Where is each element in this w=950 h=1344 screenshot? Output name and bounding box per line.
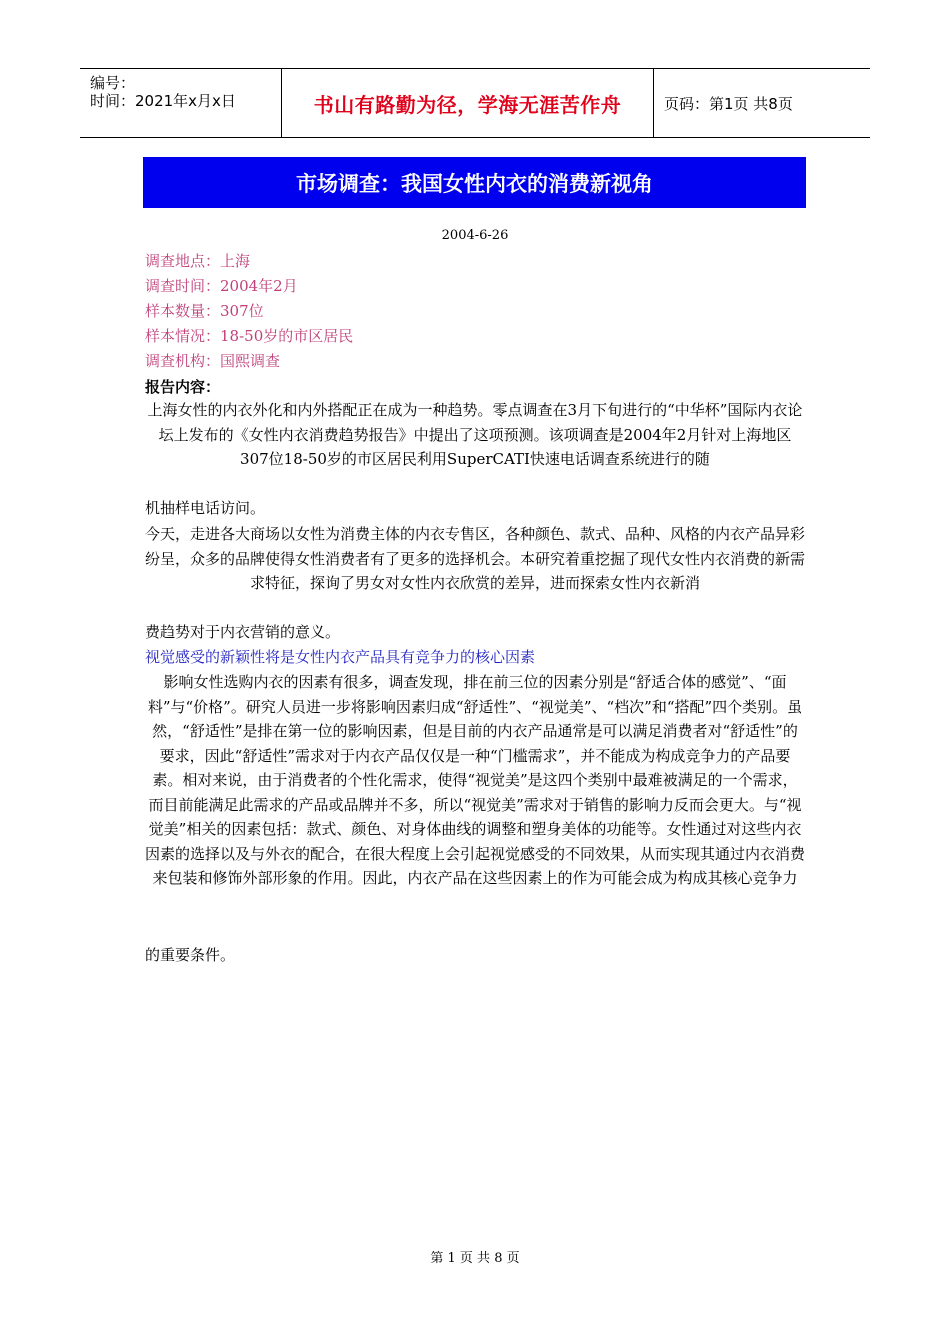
header-left-cell (80, 69, 282, 137)
meta-agency: 调查机构：国熙调查 (145, 352, 281, 370)
section-heading: 视觉感受的新颖性将是女性内衣产品具有竞争力的核心因素 (145, 648, 536, 666)
meta-time: 调查时间：2004年2月 (145, 277, 298, 295)
header-motto-cell (282, 69, 654, 137)
header-table (80, 68, 870, 138)
header-page-cell (654, 69, 870, 137)
paragraph-intro-tail: 机抽样电话访问。 (145, 499, 266, 517)
meta-sample-profile: 样本情况：18-50岁的市区居民 (145, 327, 354, 345)
document-number-label: 编号： (90, 74, 136, 92)
meta-location: 调查地点：上海 (145, 252, 251, 270)
paragraph-intro: 上海女性的内衣外化和内外搭配正在成为一种趋势。零点调查在3月下旬进行的“中华杯”国际内衣论坛上发布的《女性内衣消费趋势报告》中提出了这项预测。该项调查是2004年2月针对上海地区307位18-50岁的市区居民利用SuperCATI快速电话调查系统进行的随 (147, 401, 803, 468)
title-banner (143, 157, 806, 208)
header-motto: 书山有路勤为径，学海无涯苦作舟 (313, 92, 622, 117)
page-footer: 第 1 页 共 8 页 (430, 1251, 520, 1266)
header-page-info: 页码：第1页 共8页 (664, 94, 793, 113)
paragraph-today-tail: 费趋势对于内衣营销的意义。 (145, 623, 341, 641)
document-time-label: 时间：2021年x月x日 (90, 92, 236, 110)
paragraph-factors: 影响女性选购内衣的因素有很多，调查发现，排在前三位的因素分别是“舒适合体的感觉”、“面料”与“价格”。研究人员进一步将影响因素归成“舒适性”、“视觉美”、“档次”和“搭配”四个类别。虽然，“舒适性”是排在第一位的影响因素，但是目前的内衣产品通常是可以满足消费者对“舒适性”的要求，因此“舒适性”需求对于内衣产品仅仅是一种“门槛需求”，并不能成为构成竞争力的产品要素。相对来说，由于消费者的个性化需求，使得“视觉美”是这四个类别中最难被满足的一个需求，而目前能满足此需求的产品或品牌并不多，所以“视觉美”需求对于销售的影响力反而会更大。与“视觉美”相关的因素包括：款式、颜色、对身体曲线的调整和塑身美体的功能等。女性通过对这些内衣因素的选择以及与外衣的配合，在很大程度上会引起视觉感受的不同效果，从而实现其通过内衣消费来包装和修饰外部形象的作用。因此，内衣产品在这些因素上的作为可能会成为构成其核心竞争力 (145, 673, 806, 887)
report-content-label: 报告内容： (145, 378, 221, 396)
publish-date: 2004-6-26 (441, 228, 509, 243)
meta-sample-size: 样本数量：307位 (145, 302, 264, 320)
page-title: 市场调查：我国女性内衣的消费新视角 (296, 171, 653, 196)
paragraph-factors-tail: 的重要条件。 (145, 946, 236, 964)
paragraph-today: 今天，走进各大商场以女性为消费主体的内衣专售区，各种颜色、款式、品种、风格的内衣产品异彩纷呈，众多的品牌使得女性消费者有了更多的选择机会。本研究着重挖掘了现代女性内衣消费的新需求特征，探询了男女对女性内衣欣赏的差异，进而探索女性内衣新消 (145, 525, 806, 592)
